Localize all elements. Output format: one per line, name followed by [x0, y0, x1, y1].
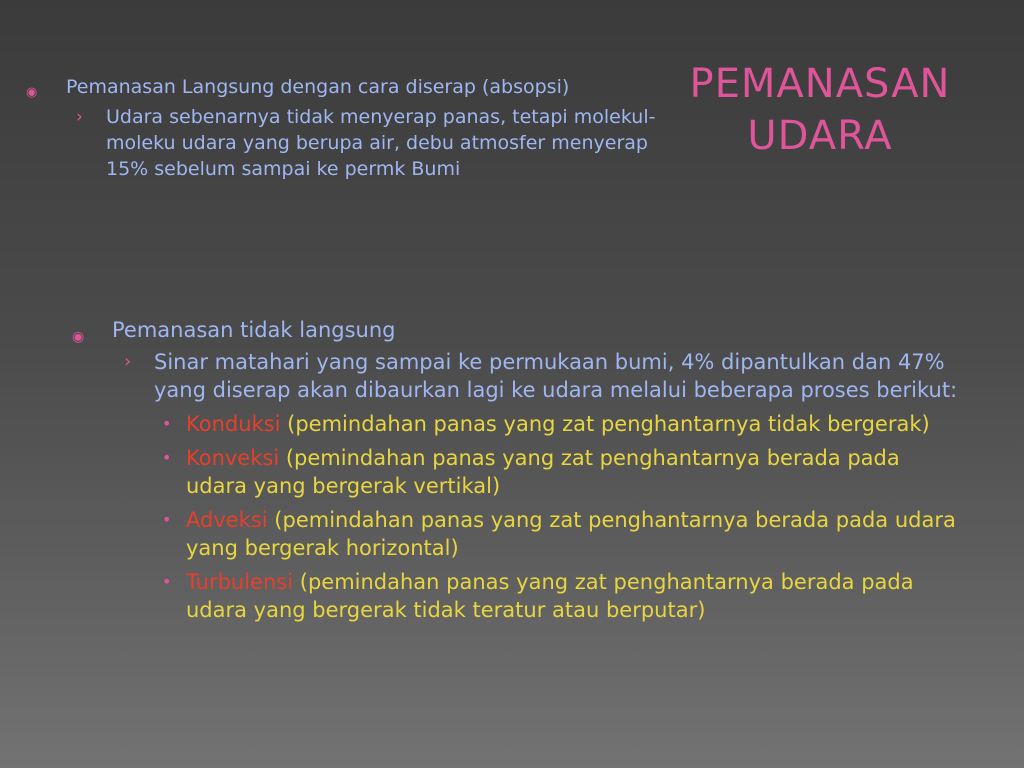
list-item-turbulensi — [72, 568, 966, 624]
chevron-right-icon: › — [76, 107, 83, 127]
bullet-text: Sinar matahari yang sampai ke permukaan bumi, 4% dipantulkan dan 47% yang diserap akan dibaurkan lagi ke udara melalui beberapa proses berikut: — [154, 350, 958, 402]
bullet-level1 — [26, 74, 696, 100]
chevron-right-icon: › — [124, 351, 132, 372]
title-line-2: UDARA — [747, 113, 893, 159]
list-item-konveksi — [72, 444, 966, 500]
open-paren: ( — [280, 412, 296, 436]
term: Konduksi — [186, 412, 281, 436]
definition: pemindahan panas yang zat penghantarnya berada pada udara yang bergerak tidak teratur atau berputar — [186, 570, 914, 622]
bullet-level2 — [72, 348, 964, 404]
bullet-level1 — [72, 316, 972, 344]
open-paren: ( — [267, 508, 283, 532]
bullet-text: Pemanasan tidak langsung — [112, 318, 396, 342]
open-paren: ( — [293, 570, 308, 594]
list-item-adveksi — [72, 506, 966, 562]
close-paren: ) — [450, 536, 459, 560]
bullet-level2 — [26, 104, 696, 182]
section-direct-heating — [26, 74, 696, 182]
list-item-konduksi — [72, 410, 966, 438]
definition: pemindahan panas yang zat penghantarnya berada pada udara yang bergerak vertikal — [186, 446, 900, 498]
section-indirect-heating — [72, 316, 972, 624]
close-paren: ) — [491, 474, 501, 498]
close-paren: ) — [921, 412, 930, 436]
definition: pemindahan panas yang zat penghantarnya berada pada udara yang bergerak horizontal — [186, 508, 956, 560]
circle-bullet-icon: ◉ — [72, 329, 85, 345]
definition: pemindahan panas yang zat penghantarnya tidak bergerak — [295, 412, 922, 436]
bullet-text: Udara sebenarnya tidak menyerap panas, tetapi molekul-moleku udara yang berupa air, debu atmosfer menyerap 15% sebelum sampai ke permk Bumi — [106, 106, 656, 180]
term: Turbulensi — [186, 570, 294, 594]
dot-bullet-icon: • — [162, 414, 172, 433]
close-paren: ) — [697, 598, 706, 622]
circle-bullet-icon: ◉ — [26, 85, 38, 100]
dot-bullet-icon: • — [162, 448, 172, 467]
bullet-text: Pemanasan Langsung dengan cara diserap (absopsi) — [66, 76, 570, 98]
title-line-1: PEMANASAN — [689, 61, 951, 107]
dot-bullet-icon: • — [162, 510, 172, 529]
open-paren: ( — [279, 446, 295, 470]
dot-bullet-icon: • — [162, 572, 172, 591]
term: Konveksi — [186, 446, 280, 470]
term: Adveksi — [186, 508, 268, 532]
